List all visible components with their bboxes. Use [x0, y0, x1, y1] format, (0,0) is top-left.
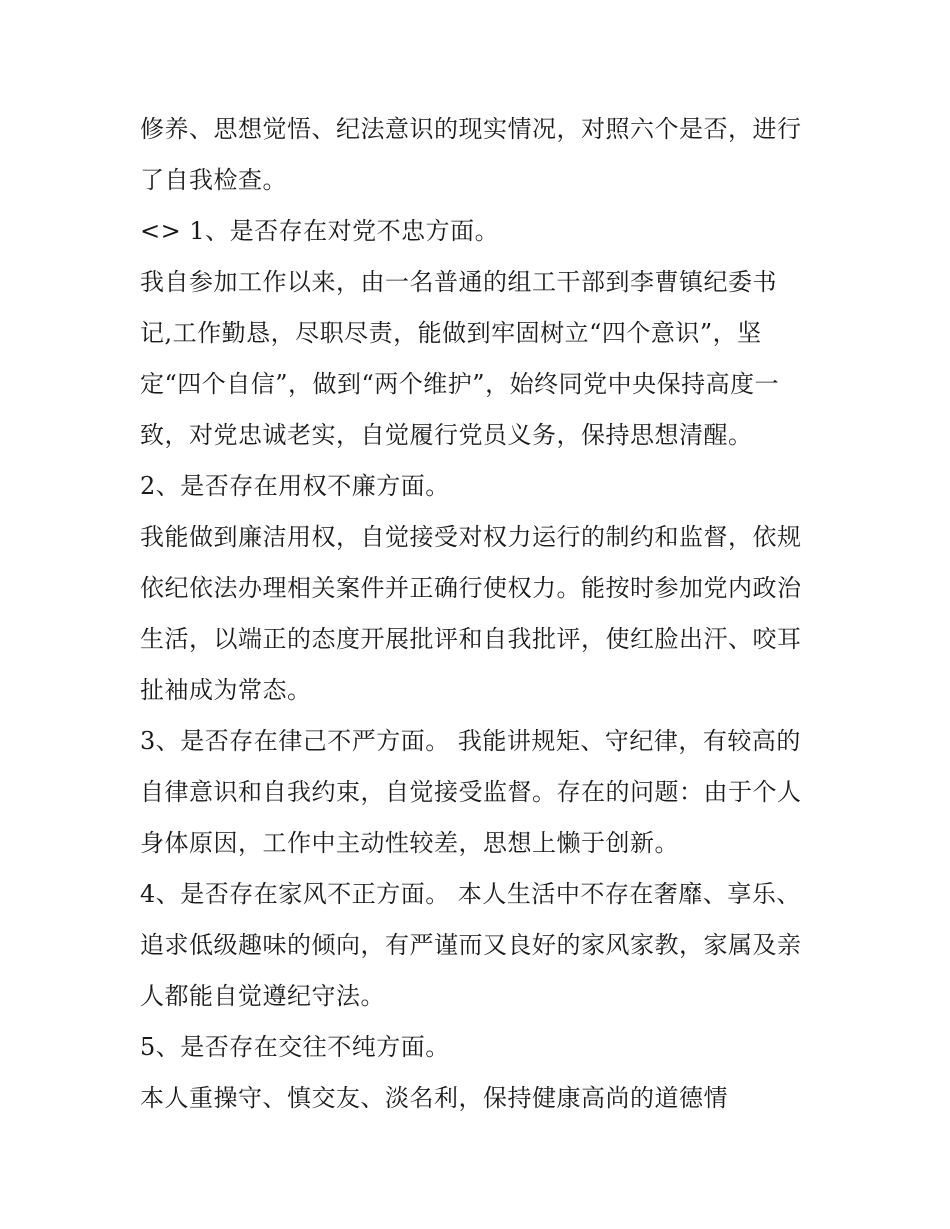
text-line: 自律意识和自我约束，自觉接受监督。存在的问题：由于个人 — [140, 778, 802, 806]
text-line: 扯袖成为常态。 — [140, 676, 312, 704]
text-line: 我能做到廉洁用权，自觉接受对权力运行的制约和监督，依规 — [140, 523, 802, 551]
section-heading-2: 2、是否存在用权不廉方面。 — [140, 472, 450, 500]
text-line: 致，对党忠诚老实，自觉履行党员义务，保持思想清醒。 — [140, 421, 753, 449]
text-line: 身体原因，工作中主动性较差，思想上懒于创新。 — [140, 829, 679, 857]
section-heading-5: 5、是否存在交往不纯方面。 — [140, 1033, 450, 1061]
text-line: 依纪依法办理相关案件并正确行使权力。能按时参加党内政治 — [140, 574, 802, 602]
text-line: 人都能自觉遵纪守法。 — [140, 982, 385, 1010]
text-line: 记,工作勤恳，尽职尽责，能做到牢固树立“四个意识”，坚 — [140, 319, 762, 347]
text-line: 生活，以端正的态度开展批评和自我批评，使红脸出汗、咬耳 — [140, 625, 802, 653]
section-heading-3: 3、是否存在律己不严方面。 我能讲规矩、守纪律，有较高的 — [140, 727, 801, 755]
text-line: 我自参加工作以来，由一名普通的组工干部到李曹镇纪委书 — [140, 268, 777, 296]
text-line: 定“四个自信”，做到“两个维护”，始终同党中央保持高度一 — [140, 370, 780, 398]
section-heading-4: 4、是否存在家风不正方面。 本人生活中不存在奢靡、享乐、 — [140, 880, 801, 908]
text-line: 追求低级趣味的倾向，有严谨而又良好的家风家教，家属及亲 — [140, 931, 802, 959]
section-heading-1: <> 1、是否存在对党不忠方面。 — [140, 217, 500, 245]
text-line: 了自我检查。 — [140, 166, 287, 194]
text-line: 本人重操守、慎交友、淡名利，保持健康高尚的道德情 — [140, 1084, 728, 1112]
text-line: 修养、思想觉悟、纪法意识的现实情况，对照六个是否，进行 — [140, 115, 802, 143]
